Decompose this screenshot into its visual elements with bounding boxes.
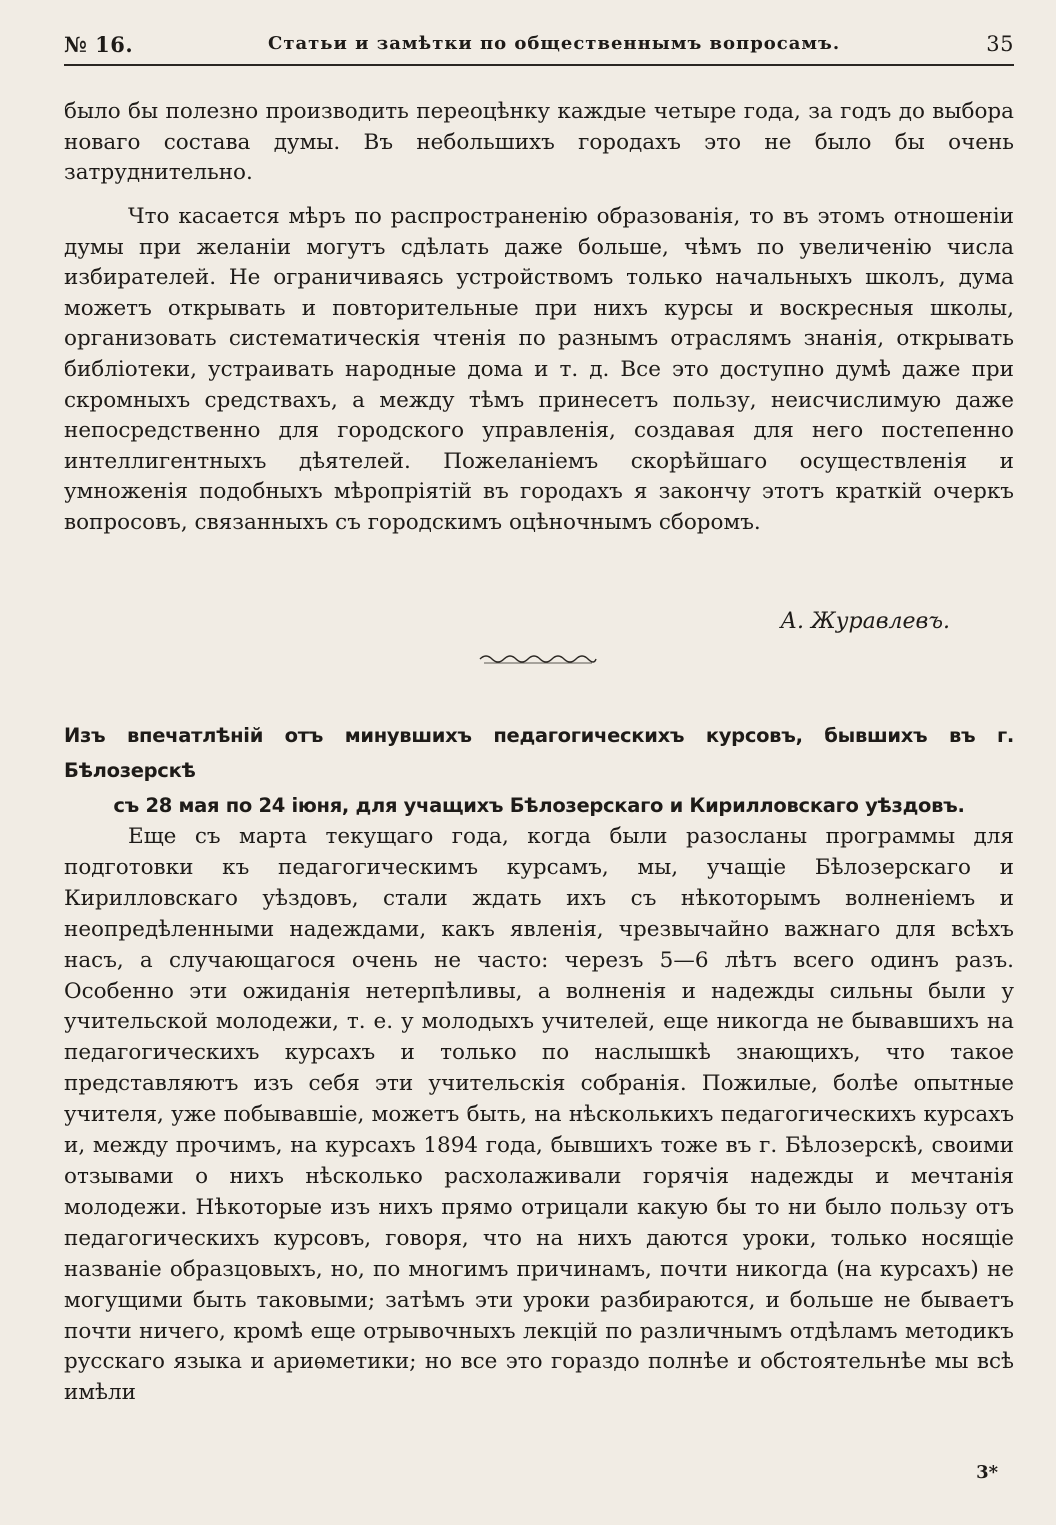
divider-ornament: [478, 652, 598, 666]
section-title: Статьи и замѣтки по общественнымъ вопросамъ.: [268, 33, 841, 54]
page: [64, 0, 1014, 1525]
article-heading: [64, 718, 1014, 823]
paragraph-continuation: было бы полезно производить переоцѣнку каждые четыре года, за годъ до выбора новаго состава думы. Въ небольшихъ городахъ это не было бы очень затруднительно.: [64, 99, 1014, 186]
header-rule: [64, 64, 1014, 66]
signature-mark: 3*: [976, 1462, 998, 1483]
paragraph-education: Что касается мѣръ по распространенію образованія, то въ этомъ отношеніи думы при желаніи могутъ сдѣлать даже больше, чѣмъ по увеличенію числа избирателей. Не ограничиваясь устройствомъ только начальныхъ школъ, дума можетъ открывать и повторительные при нихъ курсы и воскресныя школы, организовать систематическія чтенія по разнымъ отраслямъ знанія, открывать библіотеки, устраивать народные дома и т. д. Все это доступно думѣ даже при скромныхъ средствахъ, а между тѣмъ принесетъ пользу, неисчислимую даже непосредственно для городского управленія, создавая для него постепенно интеллигентныхъ дѣятелей. Пожеланіемъ скорѣйшаго осуществленія и умноженія подобныхъ мѣропріятій въ городахъ я закончу этотъ краткій очеркъ вопросовъ, связанныхъ съ городскимъ оцѣночнымъ сборомъ.: [64, 204, 1014, 535]
article-heading-line-2: съ 28 мая по 24 іюня, для учащихъ Бѣлозерскаго и Кирилловскаго уѣздовъ.: [113, 794, 965, 817]
page-number: 35: [986, 32, 1014, 56]
author-signature: А. Журавлевъ.: [780, 609, 950, 634]
issue-number: № 16.: [64, 32, 134, 57]
paragraph-courses: Еще съ марта текущаго года, когда были разосланы программы для подготовки къ педагогическимъ курсамъ, мы, учащіе Бѣлозерскаго и Кирилловскаго уѣздовъ, стали ждать ихъ съ нѣкоторымъ волненіемъ и неопредѣленными надеждами, какъ явленія, чрезвычайно важнаго для всѣхъ насъ, а случающагося очень не часто: черезъ 5—6 лѣтъ всего одинъ разъ. Особенно эти ожиданія нетерпѣливы, а волненія и надежды сильны были у учительской молодежи, т. е. у молодыхъ учителей, еще никогда не бывавшихъ на педагогическихъ курсахъ и только по наслышкѣ знающихъ, что такое представляютъ изъ себя эти учительскія собранія. Пожилые, болѣе опытные учителя, уже побывавшіе, можетъ быть, на нѣсколькихъ педагогическихъ курсахъ и, между прочимъ, на курсахъ 1894 года, бывшихъ тоже въ г. Бѣлозерскѣ, своими отзывами о нихъ нѣсколько расхолаживали горячія надежды и мечтанія молодежи. Нѣкоторые изъ нихъ прямо отрицали какую бы то ни было пользу отъ педагогическихъ курсовъ, говоря, что на нихъ даются уроки, только носящіе названіе образцовыхъ, но, по многимъ причинамъ, почти никогда (на курсахъ) не могущими быть таковыми; затѣмъ эти уроки разбираются, и больше не бываетъ почти ничего, кромѣ еще отрывочныхъ лекцій по различнымъ отдѣламъ методикъ русскаго языка и ариѳметики; но все это гораздо полнѣе и обстоятельнѣе мы всѣ имѣли: [64, 824, 1014, 1406]
article-heading-line-1: Изъ впечатлѣній отъ минувшихъ педагогическихъ курсовъ, бывшихъ въ г. Бѣлозерскѣ: [64, 724, 1014, 782]
running-header: [64, 32, 1014, 62]
